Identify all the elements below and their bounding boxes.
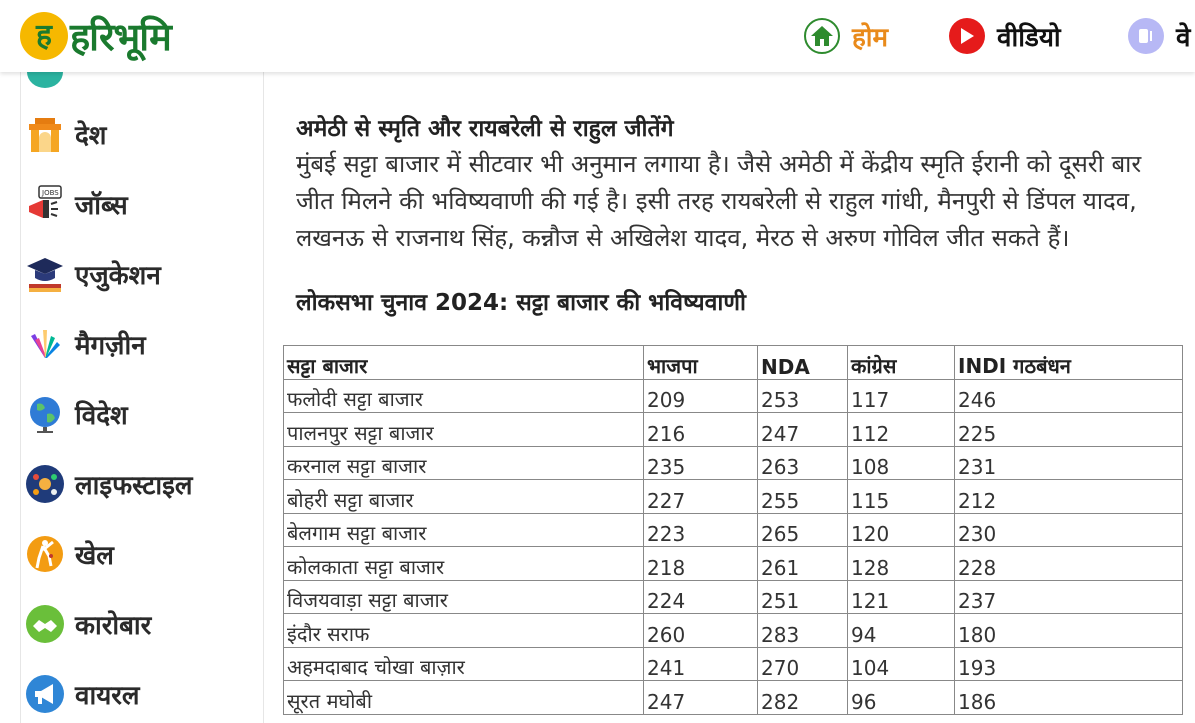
site-header <box>0 0 1195 72</box>
nav-web-story[interactable] <box>1128 18 1190 54</box>
table-cell: 247 <box>644 681 758 715</box>
sidebar-item-education[interactable] <box>25 249 161 299</box>
table-cell: सूरत मघोबी <box>284 681 644 715</box>
table-cell: 253 <box>758 379 848 413</box>
table-heading: लोकसभा चुनाव 2024: सट्टा बाजार की भविष्यवाणी <box>296 290 746 316</box>
sidebar-item-viral[interactable] <box>25 669 140 719</box>
table-cell: इंदौर सराफ <box>284 614 644 648</box>
table-row <box>284 580 1183 614</box>
nav-home[interactable] <box>804 18 888 54</box>
sidebar-item-khel[interactable] <box>25 529 114 579</box>
column-header: सट्टा बाजार <box>284 346 644 380</box>
table-cell: 235 <box>644 446 758 480</box>
sidebar-partial-icon <box>27 72 63 88</box>
nav-video-label: वीडियो <box>997 23 1061 53</box>
table-row <box>284 446 1183 480</box>
table-cell: 230 <box>955 513 1183 547</box>
logo-badge <box>20 12 68 60</box>
table-cell: 186 <box>955 681 1183 715</box>
table-cell: अहमदाबाद चोखा बाज़ार <box>284 647 644 681</box>
sidebar-item-label: विदेश <box>75 401 128 431</box>
play-icon <box>949 18 985 54</box>
nav-web-story-label: वे <box>1176 23 1191 53</box>
sidebar-item-label: कारोबार <box>75 611 152 641</box>
svg-text:JOBS: JOBS <box>42 189 59 197</box>
table-header-row <box>284 346 1183 380</box>
india-gate-icon <box>25 114 65 154</box>
table-cell: 223 <box>644 513 758 547</box>
home-icon <box>804 18 840 54</box>
table-cell: 193 <box>955 647 1183 681</box>
handshake-icon <box>25 604 65 644</box>
table-row <box>284 480 1183 514</box>
nav-home-label: होम <box>852 23 889 53</box>
table-cell: विजयवाड़ा सट्टा बाजार <box>284 580 644 614</box>
table-cell: 283 <box>758 614 848 648</box>
table-cell: 263 <box>758 446 848 480</box>
sidebar-item-label: जॉब्स <box>75 191 128 221</box>
sidebar-item-jobs[interactable] <box>25 179 128 229</box>
sidebar-item-lifestyle[interactable] <box>25 459 193 509</box>
sidebar-item-label: मैगज़ीन <box>75 331 146 361</box>
cricket-icon <box>25 534 65 574</box>
table-cell: कोलकाता सट्टा बाजार <box>284 547 644 581</box>
table-cell: 270 <box>758 647 848 681</box>
table-cell: फलोदी सट्टा बाजार <box>284 379 644 413</box>
logo-initial: ह <box>36 18 52 53</box>
table-cell: 209 <box>644 379 758 413</box>
column-header: कांग्रेस <box>848 346 955 380</box>
table-cell: करनाल सट्टा बाजार <box>284 446 644 480</box>
table-cell: 231 <box>955 446 1183 480</box>
table-row <box>284 681 1183 715</box>
table-row <box>284 379 1183 413</box>
table-cell: 237 <box>955 580 1183 614</box>
satta-bazar-table <box>283 345 1183 715</box>
table-cell: 128 <box>848 547 955 581</box>
sidebar-item-magazine[interactable] <box>25 319 146 369</box>
table-cell: 96 <box>848 681 955 715</box>
article-subheading: अमेठी से स्मृति और रायबरेली से राहुल जीतेंगे <box>296 116 674 142</box>
globe-icon <box>25 394 65 434</box>
table-cell: 108 <box>848 446 955 480</box>
sidebar-item-karobar[interactable] <box>25 599 151 649</box>
sidebar-item-desh[interactable] <box>25 109 107 159</box>
table-cell: 94 <box>848 614 955 648</box>
table-cell: 224 <box>644 580 758 614</box>
table-cell: 265 <box>758 513 848 547</box>
jobs-megaphone-icon <box>25 184 65 224</box>
web-story-icon <box>1128 18 1164 54</box>
sidebar-item-label: खेल <box>75 541 114 571</box>
logo-text: हरिभूमि <box>70 15 171 59</box>
table-body <box>284 379 1183 714</box>
nav-video[interactable] <box>949 18 1061 54</box>
graduation-cap-icon <box>25 254 65 294</box>
table-row <box>284 513 1183 547</box>
table-cell: 227 <box>644 480 758 514</box>
table-cell: 216 <box>644 413 758 447</box>
table-cell: बोहरी सट्टा बाजार <box>284 480 644 514</box>
table-cell: 260 <box>644 614 758 648</box>
table-cell: 255 <box>758 480 848 514</box>
table-cell: 112 <box>848 413 955 447</box>
table-cell: 180 <box>955 614 1183 648</box>
table-cell: 117 <box>848 379 955 413</box>
table-cell: 247 <box>758 413 848 447</box>
table-cell: पालनपुर सट्टा बाजार <box>284 413 644 447</box>
table-row <box>284 647 1183 681</box>
table-row <box>284 413 1183 447</box>
sidebar-item-label: लाइफस्टाइल <box>75 471 193 501</box>
table-cell: 282 <box>758 681 848 715</box>
column-header: INDI गठबंधन <box>955 346 1183 380</box>
table-cell: 225 <box>955 413 1183 447</box>
article-paragraph: मुंबई सट्टा बाजार में सीटवार भी अनुमान लगाया है। जैसे अमेठी में केंद्रीय स्मृति ईरानी को दूसरी बार जीत मिलने की भविष्यवाणी की गई है। इसी तरह रायबरेली से राहुल गांधी, मैनपुरी से डिंपल यादव, लखनऊ से राजनाथ सिंह, कन्नौज से अखिलेश यादव, मेरठ से अरुण गोविल जीत सकते हैं। <box>296 150 1142 252</box>
site-logo[interactable] <box>20 10 171 62</box>
table-row <box>284 547 1183 581</box>
sidebar-item-videsh[interactable] <box>25 389 128 439</box>
table-cell: 246 <box>955 379 1183 413</box>
table-row <box>284 614 1183 648</box>
megaphone-icon <box>25 674 65 714</box>
table-cell: 228 <box>955 547 1183 581</box>
table-cell: 241 <box>644 647 758 681</box>
magazine-book-icon <box>25 324 65 364</box>
table-cell: 212 <box>955 480 1183 514</box>
lifestyle-icon <box>25 464 65 504</box>
column-header: भाजपा <box>644 346 758 380</box>
table-cell: 218 <box>644 547 758 581</box>
sidebar-item-label: देश <box>75 121 107 151</box>
table-cell: 104 <box>848 647 955 681</box>
sidebar <box>20 72 264 723</box>
sidebar-item-label: वायरल <box>75 681 140 711</box>
column-header: NDA <box>758 346 848 380</box>
table-cell: 251 <box>758 580 848 614</box>
table-cell: 121 <box>848 580 955 614</box>
table-cell: बेलगाम सट्टा बाजार <box>284 513 644 547</box>
sidebar-item-label: एजुकेशन <box>75 261 161 291</box>
table-cell: 120 <box>848 513 955 547</box>
table-cell: 115 <box>848 480 955 514</box>
table-cell: 261 <box>758 547 848 581</box>
